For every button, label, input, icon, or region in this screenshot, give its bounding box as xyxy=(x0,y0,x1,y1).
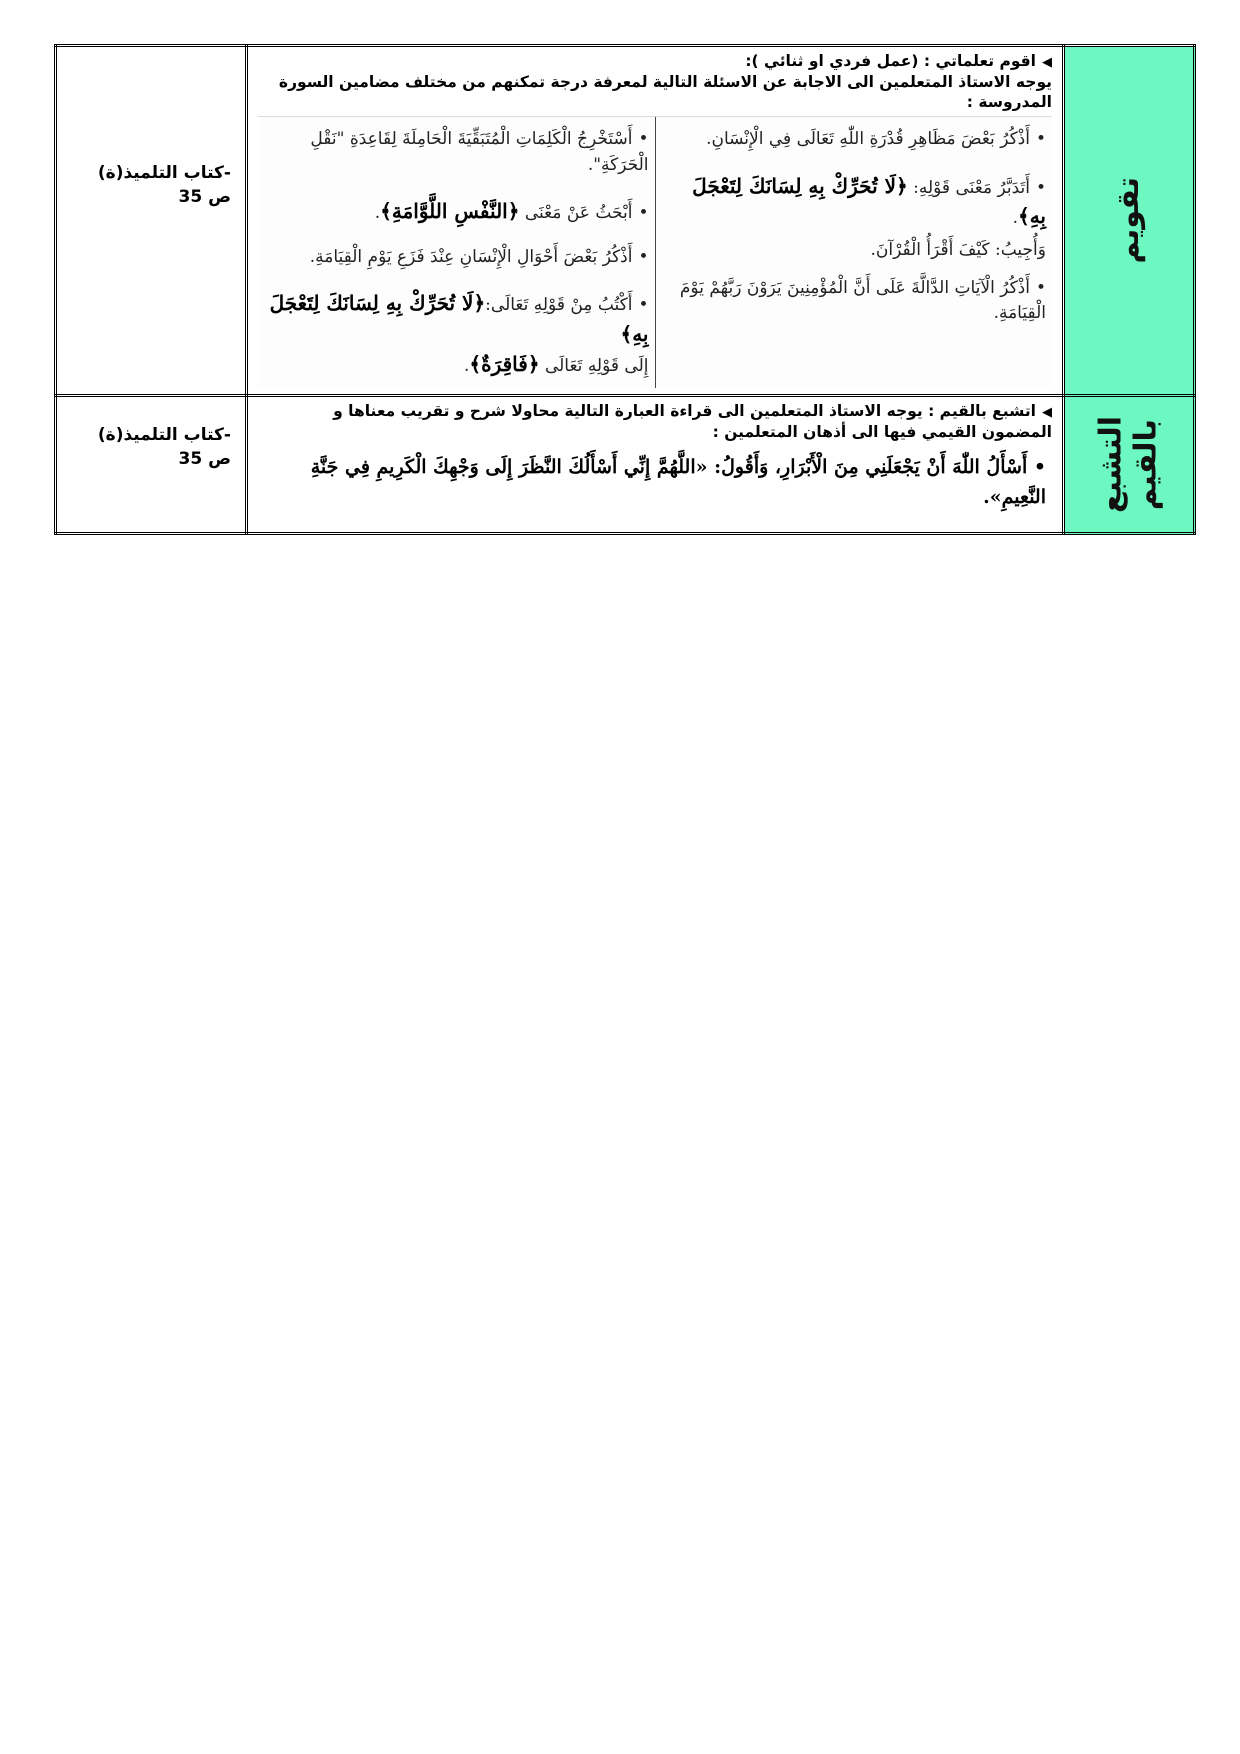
stage-cell-values xyxy=(1064,395,1195,534)
table-row-values xyxy=(56,395,1195,534)
content-cell-values xyxy=(247,395,1064,534)
question-item: •أَذْكُرُ الْآيَاتِ الدَّالَّةَ عَلَى أَنَّ الْمُؤْمِنِينَ يَرَوْنَ رَبَّهُمْ يَوْمَ الْقِيَامَةِ. xyxy=(679,277,1046,324)
question-item: •أَذْكُرُ بَعْضَ أَحْوَالِ الْإِنْسَانِ عِنْدَ فَزَعِ يَوْمِ الْقِيَامَةِ. xyxy=(309,246,649,267)
section-heading: ◀اقوم تعلماتي : (عمل فردي او ثنائي ): xyxy=(745,52,1052,70)
question-item: •أَتَدَبَّرُ مَعْنَى قَوْلِهِ: ﴿لَا تُحَرِّكْ بِهِ لِسَانَكَ لِتَعْجَلَ بِهِ﴾. xyxy=(692,173,1046,229)
reference-book: -كتاب التلميذ(ة) xyxy=(97,424,231,445)
reference-cell xyxy=(56,46,247,396)
question-item: •أَذْكُرُ بَعْضَ مَظَاهِرِ قُدْرَةِ اللّٰهِ تَعَالَى فِي الْإِنْسَانِ. xyxy=(706,129,1046,150)
questions-left-column xyxy=(258,117,656,388)
content-cell-evaluation xyxy=(247,46,1064,396)
reference-cell xyxy=(56,395,247,534)
reference-book: -كتاب التلميذ(ة) xyxy=(97,163,231,183)
verse-text: ﴿لَا تُحَرِّكْ بِهِ لِسَانَكَ لِتَعْجَلَ بِهِ﴾ xyxy=(269,291,649,346)
stage-title: التشبع بالقيم xyxy=(1093,416,1163,514)
section-heading: ◀اتشبع بالقيم : يوجه الاستاذ المتعلمين الى قراءة العبارة التالية محاولا شرح و تقريب معناها و المضمون القيمي فيها الى أذهان المتعلمين : xyxy=(333,401,1052,441)
verse-text: ﴿لَا تُحَرِّكْ بِهِ لِسَانَكَ لِتَعْجَلَ بِهِ﴾ xyxy=(692,173,1046,229)
question-item: •أَبْحَثُ عَنْ مَعْنَى ﴿النَّفْسِ اللَّوَّامَةِ﴾. xyxy=(374,199,649,224)
lesson-table xyxy=(54,44,1196,535)
question-continuation: وَأُجِيبُ: كَيْفَ أَقْرَأُ الْقُرْآنَ. xyxy=(870,239,1046,260)
arrow-icon: ◀ xyxy=(1042,55,1052,70)
dua-text: • أَسْأَلُ اللّٰهَ أَنْ يَجْعَلَنِي مِنَ الْأَبْرَارِ، وَأَقُولُ: «اللَّهُمَّ إِنِّي أَسْأَلُكَ النَّظَرَ إِلَى وَجْهِكَ الْكَرِيمِ فِي جَنَّةِ النَّعِيمِ». xyxy=(310,455,1046,509)
questions-right-column xyxy=(656,117,1053,388)
stage-cell-evaluation xyxy=(1064,46,1195,396)
table-row-evaluation xyxy=(56,46,1195,396)
instruction-text: يوجه الاستاذ المتعلمين الى الاجابة عن الاسئلة التالية لمعرفة درجة تمكنهم من مختلف مضامين السورة المدروسة : xyxy=(278,72,1052,112)
questions-image xyxy=(258,116,1052,388)
reference-page: ص 35 xyxy=(178,448,231,469)
arrow-icon: ◀ xyxy=(1042,404,1052,420)
verse-text: ﴿فَاقِرَةٌ﴾ xyxy=(469,352,540,377)
stage-title: تقويم xyxy=(1110,177,1146,264)
question-item: •أَسْتَخْرِجُ الْكَلِمَاتِ الْمُتَبَقِّيَةَ الْحَامِلَةَ لِقَاعِدَةِ "نَقْلِ الْحَرَكَةِ". xyxy=(310,129,649,175)
question-item: •أَكْتُبُ مِنْ قَوْلِهِ تَعَالَى:﴿لَا تُحَرِّكْ بِهِ لِسَانَكَ لِتَعْجَلَ بِهِ﴾ إِلَى قَوْلِهِ تَعَالَى ﴿فَاقِرَةٌ﴾. xyxy=(269,291,649,377)
verse-text: ﴿النَّفْسِ اللَّوَّامَةِ﴾ xyxy=(380,199,520,224)
reference-page: ص 35 xyxy=(178,187,231,207)
